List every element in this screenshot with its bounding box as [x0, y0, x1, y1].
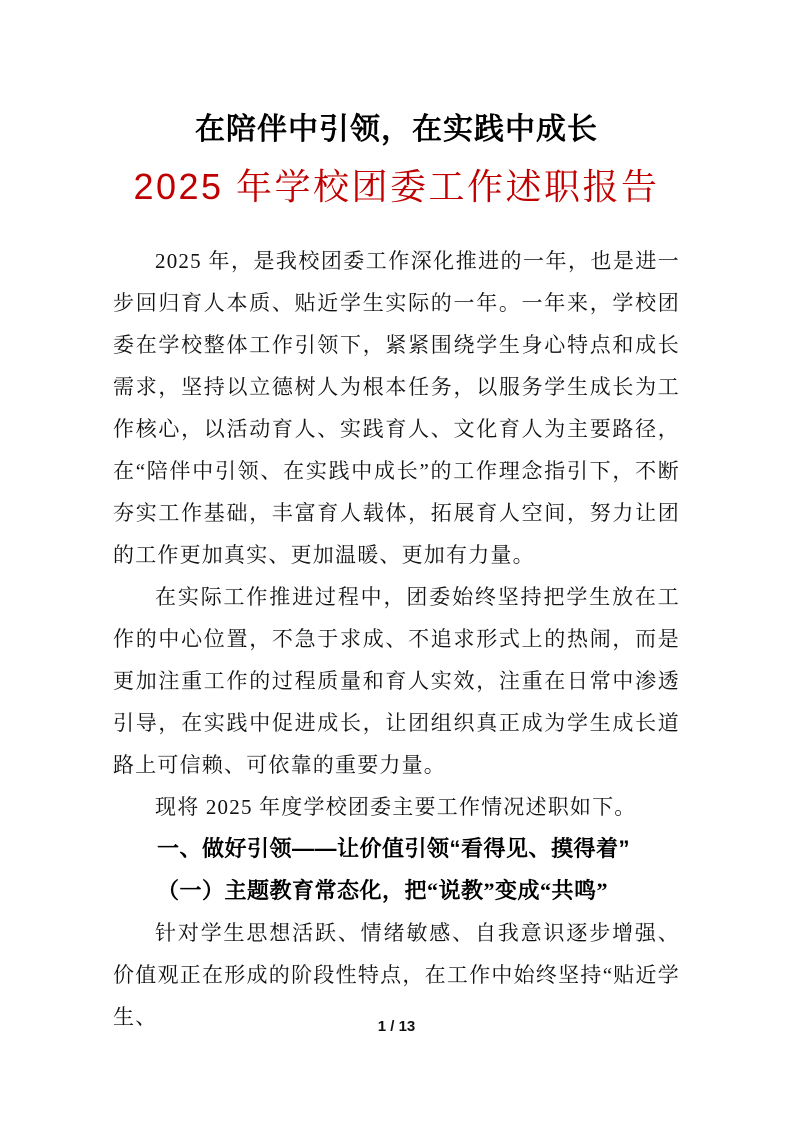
page-number: 1 / 13	[377, 1018, 416, 1035]
paragraph-intro-2: 在实际工作推进过程中，团委始终坚持把学生放在工作的中心位置，不急于求成、不追求形式上的热闹，而是更加注重工作的过程质量和育人实效，注重在日常中渗透引导，在实践中促进成长，让团组织真正成为学生成长道路上可信赖、可依靠的重要力量。	[113, 585, 680, 777]
section-heading-level1: 一、做好引领——让价值引领“看得见、摸得着”	[157, 836, 631, 861]
document-content	[113, 0, 680, 1038]
doc-title: 在陪伴中引领，在实践中成长	[195, 113, 598, 146]
document-body	[113, 240, 680, 1038]
section-heading-level2: （一）主题教育常态化，把“说教”变成“共鸣”	[157, 878, 609, 903]
doc-subtitle: 2025 年学校团委工作述职报告	[133, 166, 660, 207]
paragraph-lead-in: 现将 2025 年度学校团委主要工作情况述职如下。	[155, 795, 637, 819]
paragraph-intro-1: 2025 年，是我校团委工作深化推进的一年，也是进一步回归育人本质、贴近学生实际的一年。一年来，学校团委在学校整体工作引领下，紧紧围绕学生身心特点和成长需求，坚持以立德树人为根本任务，以服务学生成长为工作核心，以活动育人、实践育人、文化育人为主要路径，在“陪伴中引领、在实践中成长”的工作理念指引下，不断夯实工作基础，丰富育人载体，拓展育人空间，努力让团的工作更加真实、更加温暖、更加有力量。	[113, 249, 680, 567]
paragraph-section-body: 针对学生思想活跃、情绪敏感、自我意识逐步增强、价值观正在形成的阶段性特点，在工作中始终坚持“贴近学生、	[113, 921, 680, 1029]
